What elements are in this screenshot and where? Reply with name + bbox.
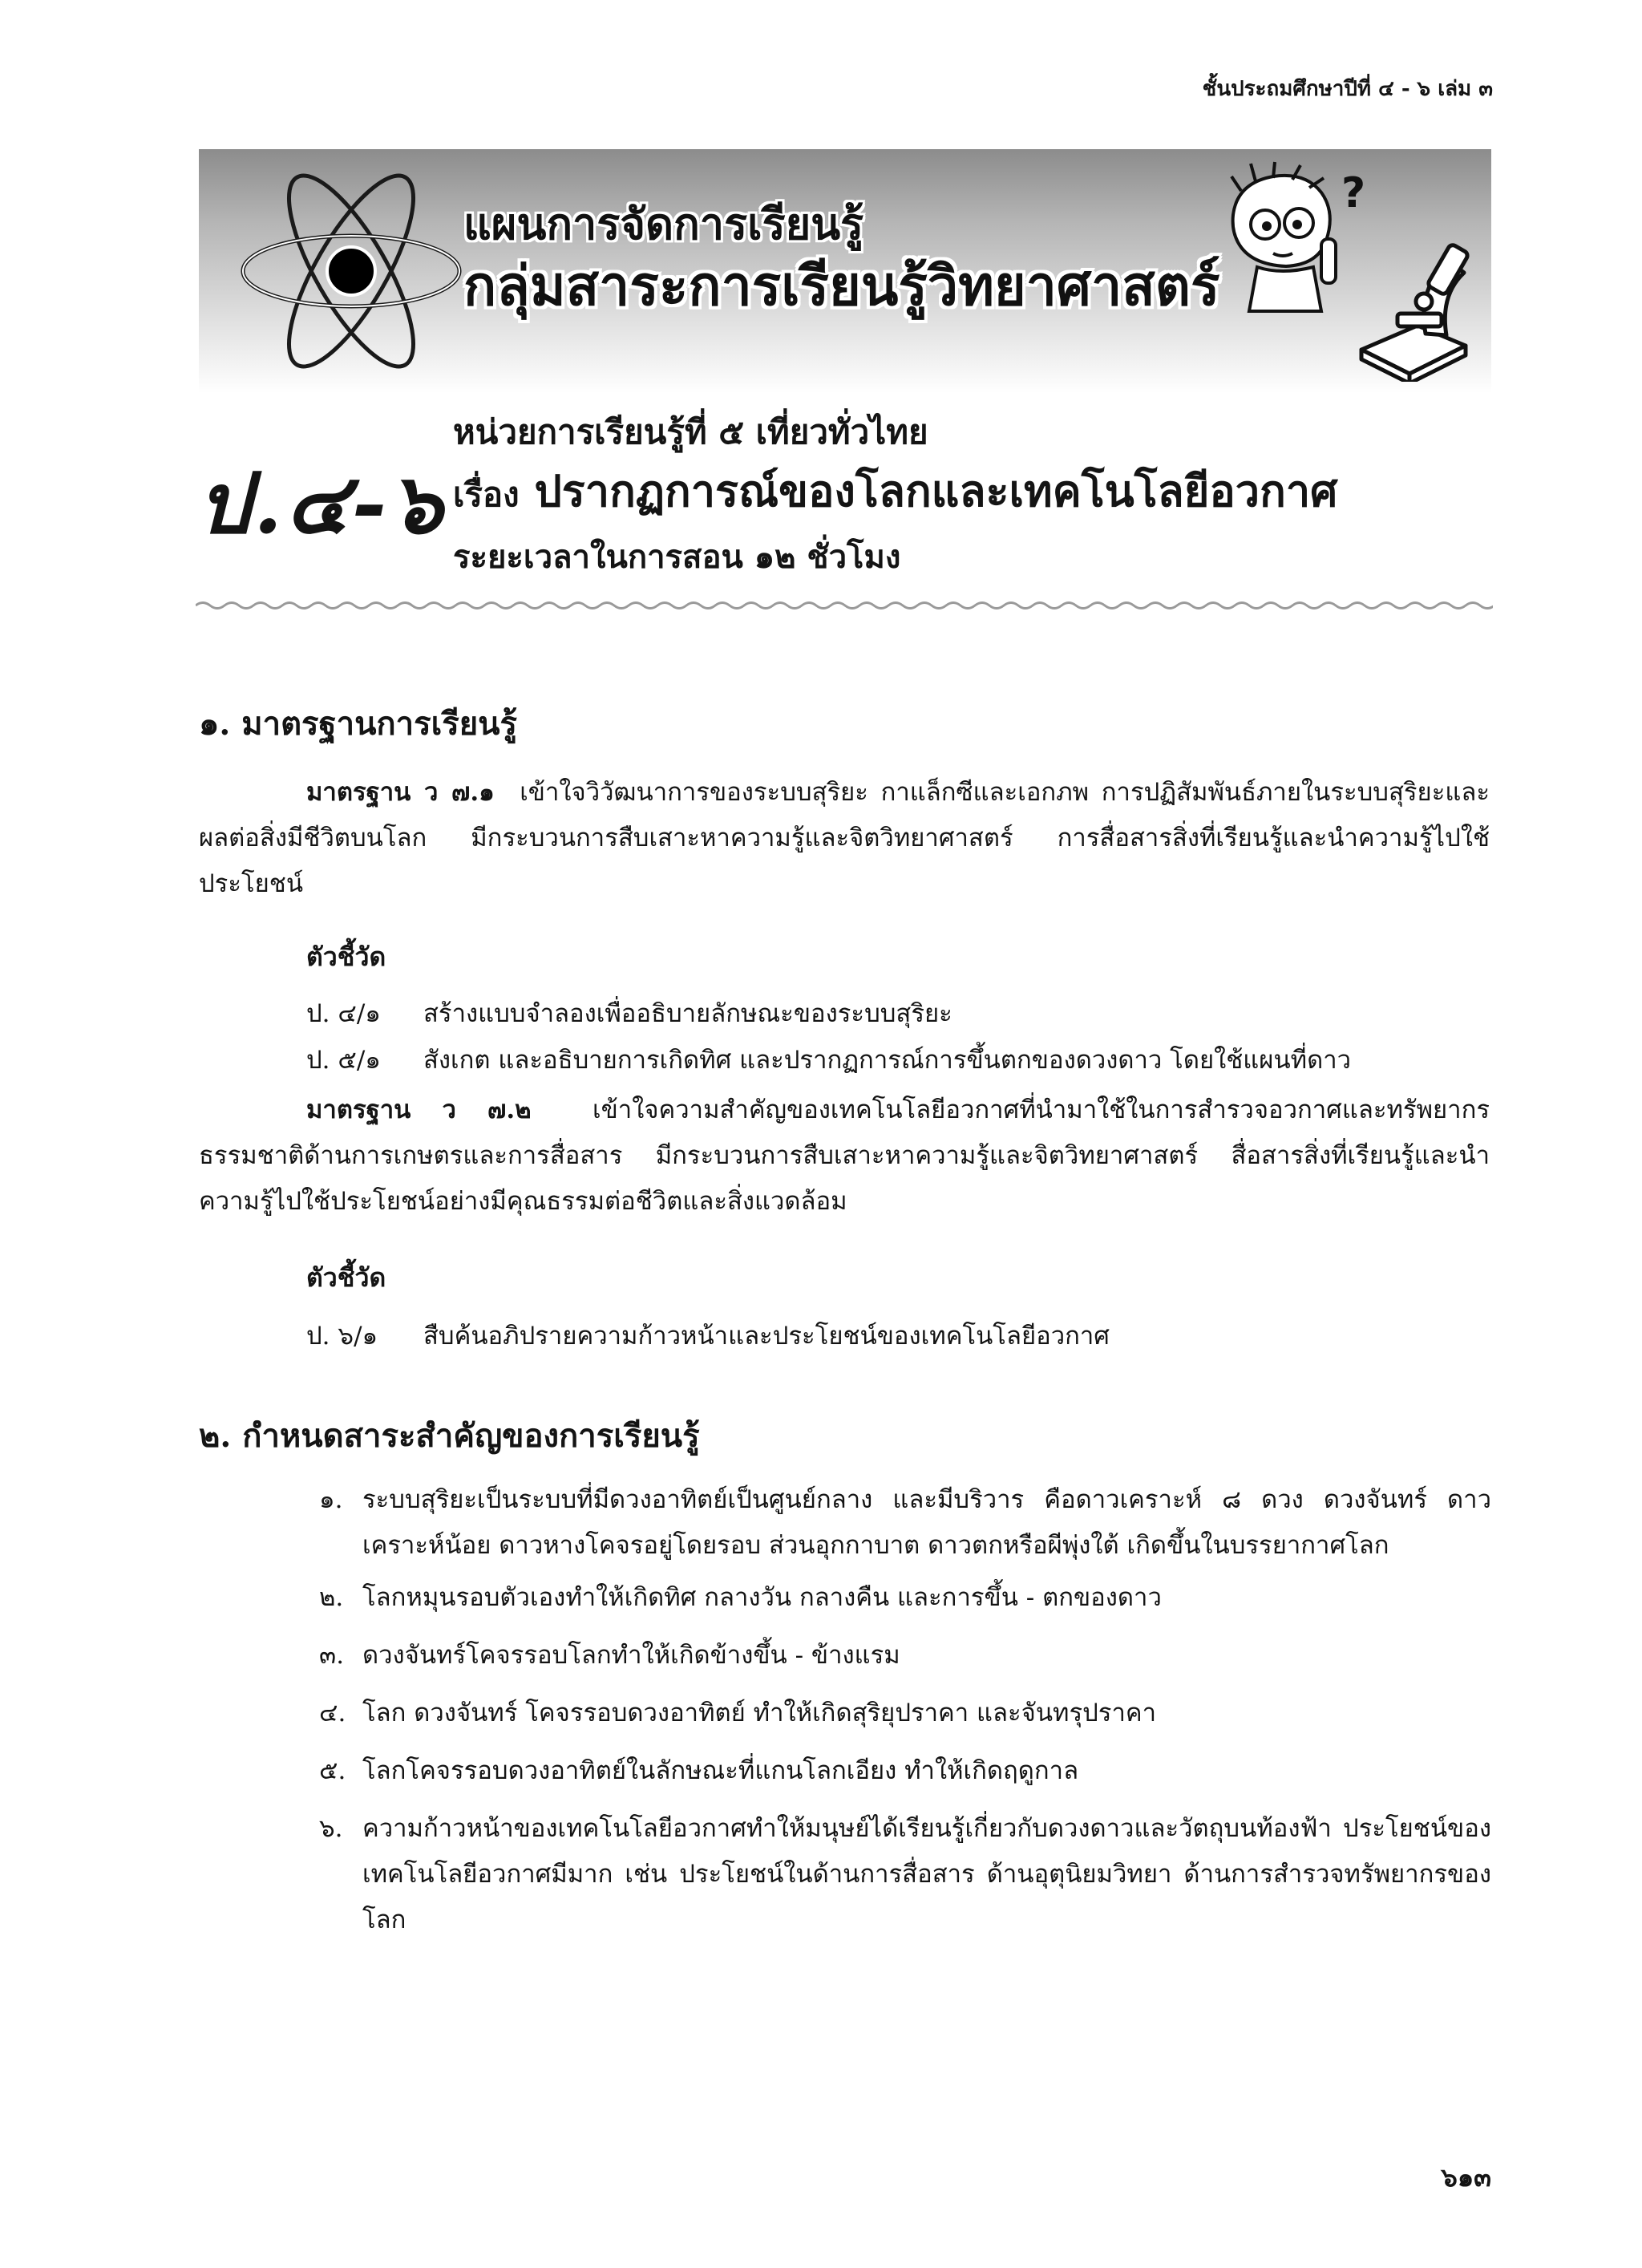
standard2-paragraph	[199, 1087, 1490, 1225]
list-item-text: ระบบสุริยะเป็นระบบที่มีดวงอาทิตย์เป็นศูนย์กลาง และมีบริวาร คือดาวเคราะห์ ๘ ดวง ดวงจันทร์ ดาวเคราะห์น้อย ดาวหางโคจรอยู่โดยรอบ ส่วนอุกกาบาต ดาวตกหรือผีพุ่งใต้ เกิดขึ้นในบรรยากาศโลก	[362, 1485, 1491, 1560]
header-banner	[199, 149, 1491, 393]
list-item-number: ๓.	[319, 1641, 345, 1670]
indicator-text: สร้างแบบจำลองเพื่ออธิบายลักษณะของระบบสุริยะ	[423, 999, 952, 1028]
standard2-text: เข้าใจความสำคัญของเทคโนโลยีอวกาศที่นำมาใช้ในการสำรวจอวกาศและทรัพยากร ธรรมชาติด้านการเกษตรและการสื่อสาร มีกระบวนการสืบเสาะหาความรู้และจิตวิทยาศาสตร์ สื่อสารสิ่งที่เรียนรู้และนำความรู้ไปใช้ประโยชน์อย่างมีคุณธรรมต่อชีวิตและสิ่งแวดล้อม	[199, 1096, 1490, 1216]
running-head: ชั้นประถมศึกษาปีที่ ๔ - ๖ เล่ม ๓	[1202, 77, 1493, 101]
list-item-text: โลกหมุนรอบตัวเองทำให้เกิดทิศ กลางวัน กลางคืน และการขึ้น - ตกของดาว	[362, 1583, 1162, 1612]
unit-time: ระยะเวลาในการสอน ๑๒ ชั่วโมง	[453, 538, 901, 576]
unit-subject-label: เรื่อง	[453, 475, 520, 514]
unit-subject-text: ปรากฏการณ์ของโลกและเทคโนโลยีอวกาศ	[534, 465, 1338, 516]
indicator-row	[306, 1315, 1110, 1355]
list-item-number: ๔.	[319, 1699, 346, 1727]
grade-level-code: ป.๔-๖	[197, 454, 447, 553]
unit-info	[453, 405, 1337, 589]
page-number: ๖๑๓	[1441, 2162, 1491, 2193]
unit-title: หน่วยการเรียนรู้ที่ ๕ เที่ยวทั่วไทย	[453, 412, 928, 452]
indicator-heading-1: ตัวชี้วัด	[306, 942, 386, 972]
section2-heading: ๒. กำหนดสาระสำคัญของการเรียนรู้	[199, 1417, 700, 1455]
standard1-paragraph	[199, 770, 1490, 907]
list-item	[319, 1633, 1491, 1679]
banner-subtitle: กลุ่มสาระการเรียนรู้วิทยาศาสตร์	[463, 254, 1220, 318]
standard2-label: มาตรฐาน ว ๗.๒	[306, 1096, 532, 1124]
indicator-code: ป. ๕/๑	[306, 1046, 381, 1075]
list-item-text: ความก้าวหน้าของเทคโนโลยีอวกาศทำให้มนุษย์ได้เรียนรู้เกี่ยวกับดวงดาวและวัตถุบนท้องฟ้า ประโยชน์ของเทคโนโลยีอวกาศมีมาก เช่น ประโยชน์ในด้านการสื่อสาร ด้านอุตุนิยมวิทยา ด้านการสำรวจทรัพยากรของโลก	[362, 1814, 1491, 1934]
svg-text:?: ?	[1341, 169, 1366, 217]
indicator-row	[306, 1039, 1351, 1079]
list-item	[319, 1806, 1491, 1943]
list-item-number: ๖.	[319, 1814, 343, 1843]
list-item	[319, 1748, 1491, 1794]
list-item-number: ๒.	[319, 1583, 344, 1612]
indicator-row	[306, 993, 952, 1033]
list-item-number: ๕.	[319, 1756, 346, 1785]
list-item	[319, 1575, 1491, 1621]
microscope-icon	[1353, 237, 1490, 382]
wave-divider	[196, 593, 1493, 618]
indicator-text: สืบค้นอภิปรายความก้าวหน้าและประโยชน์ของเทคโนโลยีอวกาศ	[423, 1322, 1110, 1351]
list-item-text: โลกโคจรรอบดวงอาทิตย์ในลักษณะที่แกนโลกเอียง ทำให้เกิดฤดูกาล	[362, 1756, 1079, 1785]
section1-heading: ๑. มาตรฐานการเรียนรู้	[199, 705, 517, 743]
list-item-number: ๑.	[319, 1485, 343, 1514]
banner-title: แผนการจัดการเรียนรู้	[463, 198, 864, 249]
indicator-code: ป. ๔/๑	[306, 999, 381, 1028]
indicator-text: สังเกต และอธิบายการเกิดทิศ และปรากฏการณ์การขึ้นตกของดวงดาว โดยใช้แผนที่ดาว	[423, 1046, 1352, 1075]
atom-icon	[231, 157, 471, 386]
scientist-illustration	[1209, 159, 1369, 319]
list-item	[319, 1691, 1491, 1736]
list-item-text: โลก ดวงจันทร์ โคจรรอบดวงอาทิตย์ ทำให้เกิดสุริยุปราคา และจันทรุปราคา	[362, 1699, 1157, 1727]
list-item-text: ดวงจันทร์โคจรรอบโลกทำให้เกิดข้างขึ้น - ข้างแรม	[362, 1641, 900, 1670]
indicator-heading-2: ตัวชี้วัด	[306, 1262, 386, 1293]
standard1-text: เข้าใจวิวัฒนาการของระบบสุริยะ กาแล็กซีและเอกภพ การปฏิสัมพันธ์ภายในระบบสุริยะและผลต่อสิ่งมีชีวิตบนโลก มีกระบวนการสืบเสาะหาความรู้และจิตวิทยาศาสตร์ การสื่อสารสิ่งที่เรียนรู้และนำความรู้ไปใช้ประโยชน์	[199, 778, 1490, 898]
unit-subject	[453, 460, 1337, 526]
standard1-label: มาตรฐาน ว ๗.๑	[306, 778, 495, 807]
indicator-code: ป. ๖/๑	[306, 1322, 378, 1351]
list-item	[319, 1477, 1491, 1569]
